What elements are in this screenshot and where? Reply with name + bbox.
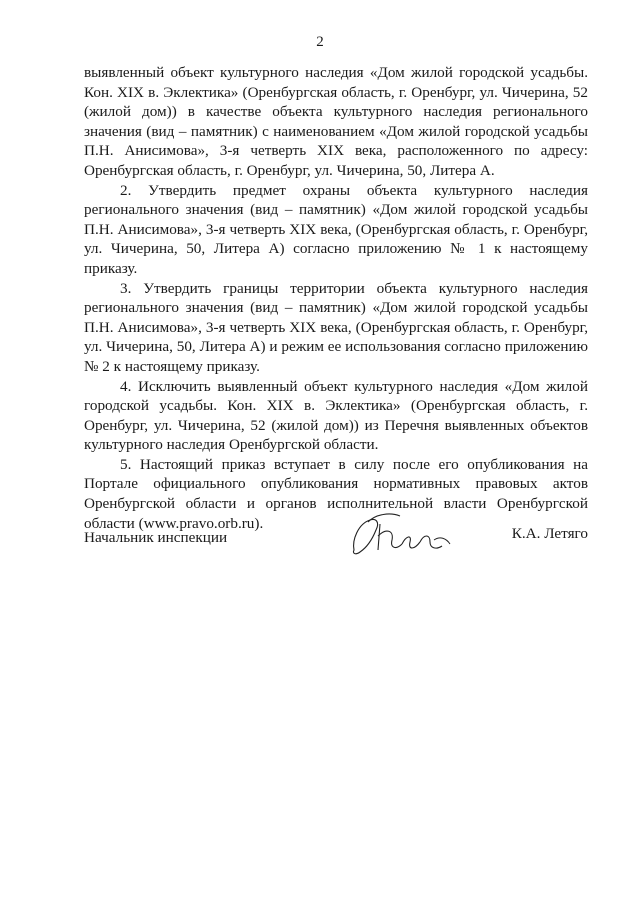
paragraph-item-5: 5. Настоящий приказ вступает в силу после его опубликования на Портале официального опубликования нормативных правовых актов Оренбургской области и органов исполнительной власти Оренбургской области (www.pravo.orb.ru). [84,455,588,532]
paragraph-item-2: 2. Утвердить предмет охраны объекта культурного наследия регионального значения (вид – памятник) «Дом жилой городской усадьбы П.Н. Анисимова», 3-я четверть XIX века, (Оренбургская область, г. Оренбург, ул. Чичерина, 50, Литера А) согласно приложению № 1 к настоящему приказу. [84,181,588,277]
paragraph-item-4: 4. Исключить выявленный объект культурного наследия «Дом жилой городской усадьбы. Кон. XIX в. Эклектика» (Оренбургская область, г. Оренбург, ул. Чичерина, 52 (жилой дом)) из Перечня выявленных объектов культурного наследия Оренбургской области. [84,377,588,454]
signature-block [84,510,588,570]
signer-name: К.А. Летяго [511,525,588,542]
page-number: 2 [316,34,324,50]
document-body [84,63,588,533]
paragraph-continuation: выявленный объект культурного наследия «Дом жилой городской усадьбы. Кон. XIX в. Эклектика» (Оренбургская область, г. Оренбург, ул. Чичерина, 52 (жилой дом)) в качестве объекта культурного наследия регионального значения (вид – памятник) с наименованием «Дом жилой городской усадьбы П.Н. Анисимова», 3-я четверть XIX века, расположенного по адресу: Оренбургская область, г. Оренбург, ул. Чичерина, 50, Литера А. [84,64,588,179]
paragraph-item-3: 3. Утвердить границы территории объекта культурного наследия регионального значения (вид – памятник) «Дом жилой городской усадьбы П.Н. Анисимова», 3-я четверть XIX века, (Оренбургская область, г. Оренбург, ул. Чичерина, 50, Литера А) и режим ее использования согласно приложению № 2 к настоящему приказу. [84,279,588,375]
signer-title: Начальник инспекции [84,529,228,546]
handwritten-signature [346,510,456,560]
